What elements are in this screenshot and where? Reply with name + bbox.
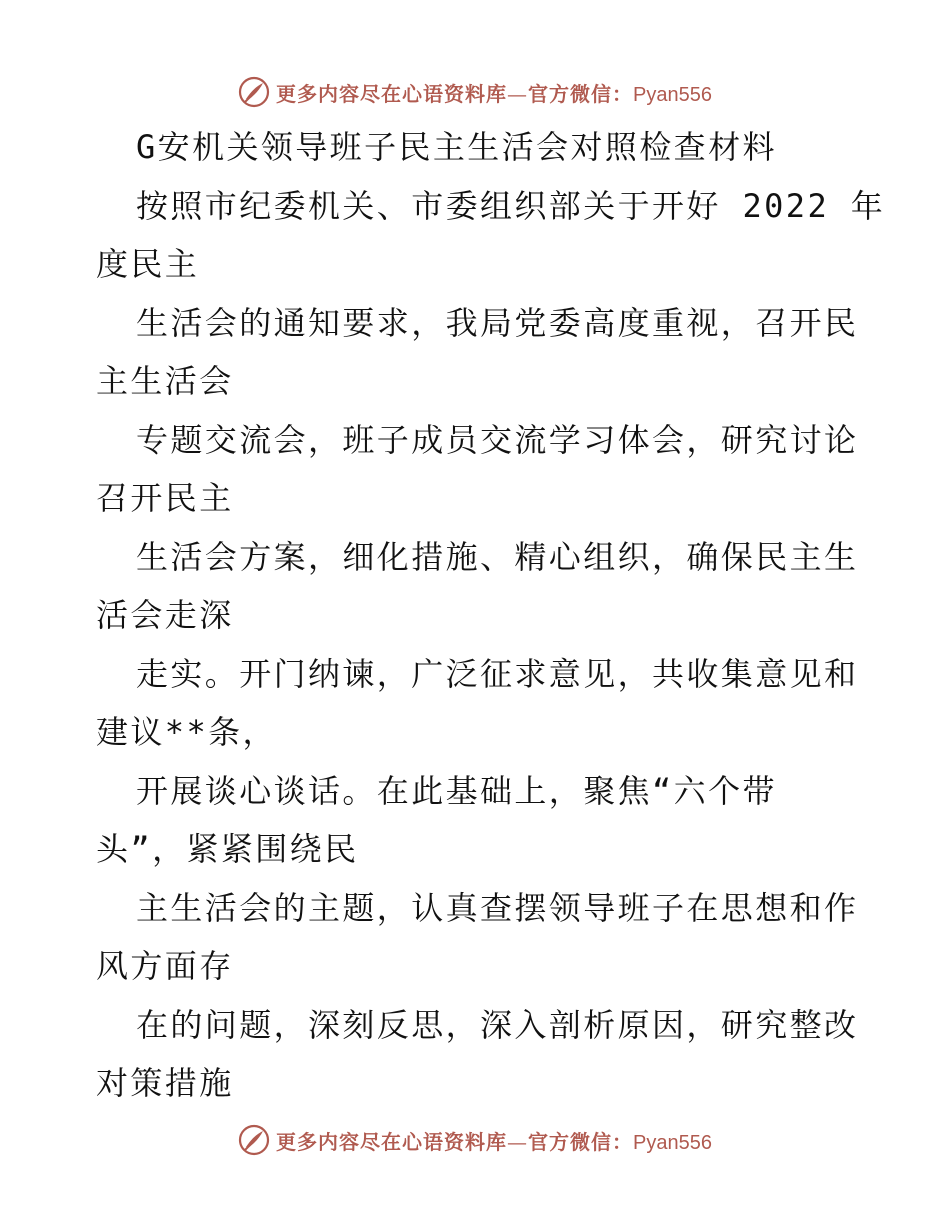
document-line: 主生活会 [96,362,234,400]
document-line: 在的问题，深刻反思，深入剖析原因，研究整改 [136,1005,859,1044]
quill-logo-icon [238,1124,270,1156]
document-line: 活会走深 [96,596,234,634]
document-line: 头”，紧紧围绕民 [96,830,359,868]
header-watermark [0,72,950,112]
document-line: 对策措施 [96,1064,234,1102]
watermark-separator: — [507,81,529,106]
document-line: 度民主 [96,245,200,283]
watermark-separator: — [507,1129,529,1154]
watermark-contact-id: Pyan556 [633,1131,712,1154]
watermark-site-text: 更多内容尽在心语资料库 [276,81,508,106]
document-line: 开展谈心谈话。在此基础上，聚焦“六个带 [136,771,777,810]
document-line: 风方面存 [96,947,234,985]
watermark-contact-label: 官方微信： [528,81,634,106]
watermark-site-text: 更多内容尽在心语资料库 [276,1129,508,1154]
document-line: 建议**条， [96,713,277,751]
document-line: G安机关领导班子民主生活会对照检查材料 [136,128,777,166]
document-line: 按照市纪委机关、市委组织部关于开好 2022 年 [136,186,886,225]
document-line: 主生活会的主题，认真查摆领导班子在思想和作 [136,888,859,927]
document-line: 召开民主 [96,479,234,517]
watermark-contact-label: 官方微信： [528,1129,634,1154]
footer-watermark [0,1120,950,1160]
document-line: 生活会方案，细化措施、精心组织，确保民主生 [136,537,859,576]
quill-logo-icon [238,76,270,108]
document-line: 走实。开门纳谏，广泛征求意见，共收集意见和 [136,654,859,693]
document-line: 生活会的通知要求，我局党委高度重视，召开民 [136,303,859,342]
watermark-contact-id: Pyan556 [633,83,712,106]
document-body [96,118,886,1113]
document-line: 专题交流会，班子成员交流学习体会，研究讨论 [136,420,859,459]
